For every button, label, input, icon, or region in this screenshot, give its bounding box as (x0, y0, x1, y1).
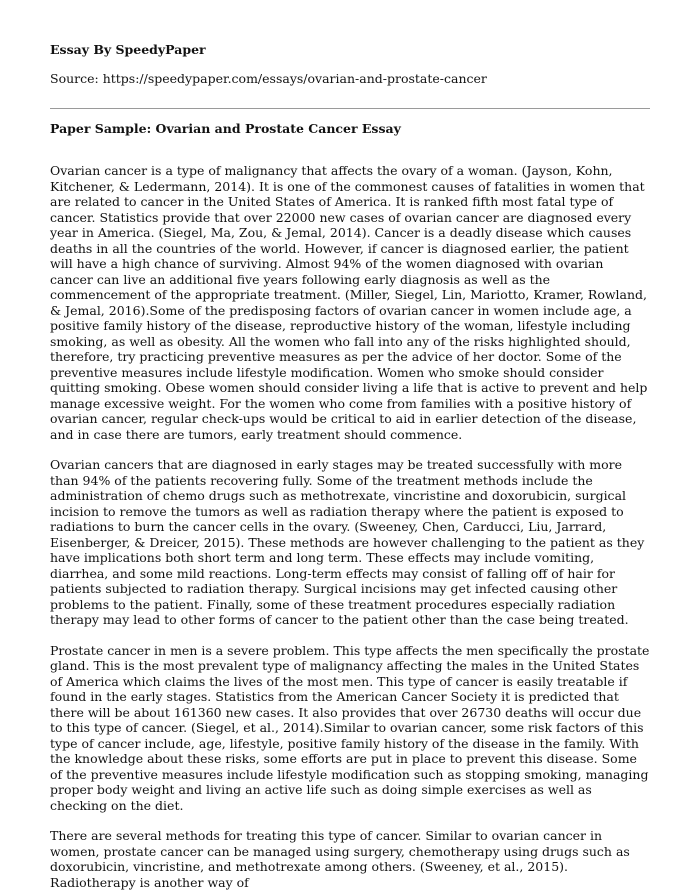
paragraph-3: Prostate cancer in men is a severe problem. This type affects the men specifically the prostate gland. This is the most prevalent type of malignancy affecting the males in the United States of America which claims the lives of the most men. This type of cancer is easily treatable if found in the early stages. Statistics from the American Cancer Society it is predicted that there will be about 161360 new cases. It also provides that over 26730 deaths will occur due to this type of cancer. (Siegel, et al., 2014).Similar to ovarian cancer, some risk factors of this type of cancer include, age, lifestyle, positive family history of the disease in the family. With the knowledge about these risks, some efforts are put in place to prevent this disease. Some of the preventive measures include lifestyle modification such as stopping smoking, managing proper body weight and living an active life such as doing simple exercises as well as checking on the diet. (50, 642, 650, 813)
source-line: Source: https://speedypaper.com/essays/ovarian-and-prostate-cancer (50, 71, 487, 86)
paragraph-4: There are several methods for treating this type of cancer. Similar to ovarian cancer in women, prostate cancer can be managed using surgery, chemotherapy using drugs such as doxorubicin, vincristine, and methotrexate among others. (Sweeney, et al., 2015). Radiotherapy is another way of (50, 828, 630, 890)
essay-body (50, 163, 650, 890)
paragraph-2: Ovarian cancers that are diagnosed in early stages may be treated successfully with more than 94% of the patients recovering fully. Some of the treatment methods include the administration of chemo drugs such as methotrexate, vincristine and doxorubicin, surgical incision to remove the tumors as well as radiation therapy where the patient is exposed to radiations to burn the cancer cells in the ovary. (Sweeney, Chen, Carducci, Liu, Jarrard, Eisenberger, & Dreicer, 2015). These methods are however challenging to the patient as they have implications both short term and long term. These effects may include vomiting, diarrhea, and some mild reactions. Long-term effects may consist of falling off of hair for patients subjected to radiation therapy. Surgical incisions may get infected causing other problems to the patient. Finally, some of these treatment procedures especially radiation therapy may lead to other forms of cancer to the patient other than the case being treated. (50, 457, 645, 627)
paragraph-1: Ovarian cancer is a type of malignancy that affects the ovary of a woman. (Jayson, Kohn, Kitchener, & Ledermann, 2014). It is one of the commonest causes of fatalities in women that are related to cancer in the United States of America. It is ranked fifth most fatal type of cancer. Statistics provide that over 22000 new cases of ovarian cancer are diagnosed every year in America. (Siegel, Ma, Zou, & Jemal, 2014). Cancer is a deadly disease which causes deaths in all the countries of the world. However, if cancer is diagnosed earlier, the patient will have a high chance of surviving. Almost 94% of the women diagnosed with ovarian cancer can live an additional five years following early diagnosis as well as the commencement of the appropriate treatment. (Miller, Siegel, Lin, Mariotto, Kramer, Rowland, & Jemal, 2016).Some of the predisposing factors of ovarian cancer in women include age, a positive family history of the disease, reproductive history of the woman, lifestyle including smoking, as well as obesity. All the women who fall into any of the risks highlighted should, therefore, try practicing preventive measures as per the advice of her doctor. Some of the preventive measures include lifestyle modification. Women who smoke should consider quitting smoking. Obese women should consider living a life that is active to prevent and help manage excessive weight. For the women who come from families with a positive history of ovarian cancer, regular check-ups would be critical to aid in earlier detection of the disease, and in case there are tumors, early treatment should commence. (50, 163, 648, 442)
paper-title: Paper Sample: Ovarian and Prostate Cancer Essay (50, 121, 401, 136)
divider (50, 108, 650, 109)
essay-header-title: Essay By SpeedyPaper (50, 42, 206, 57)
